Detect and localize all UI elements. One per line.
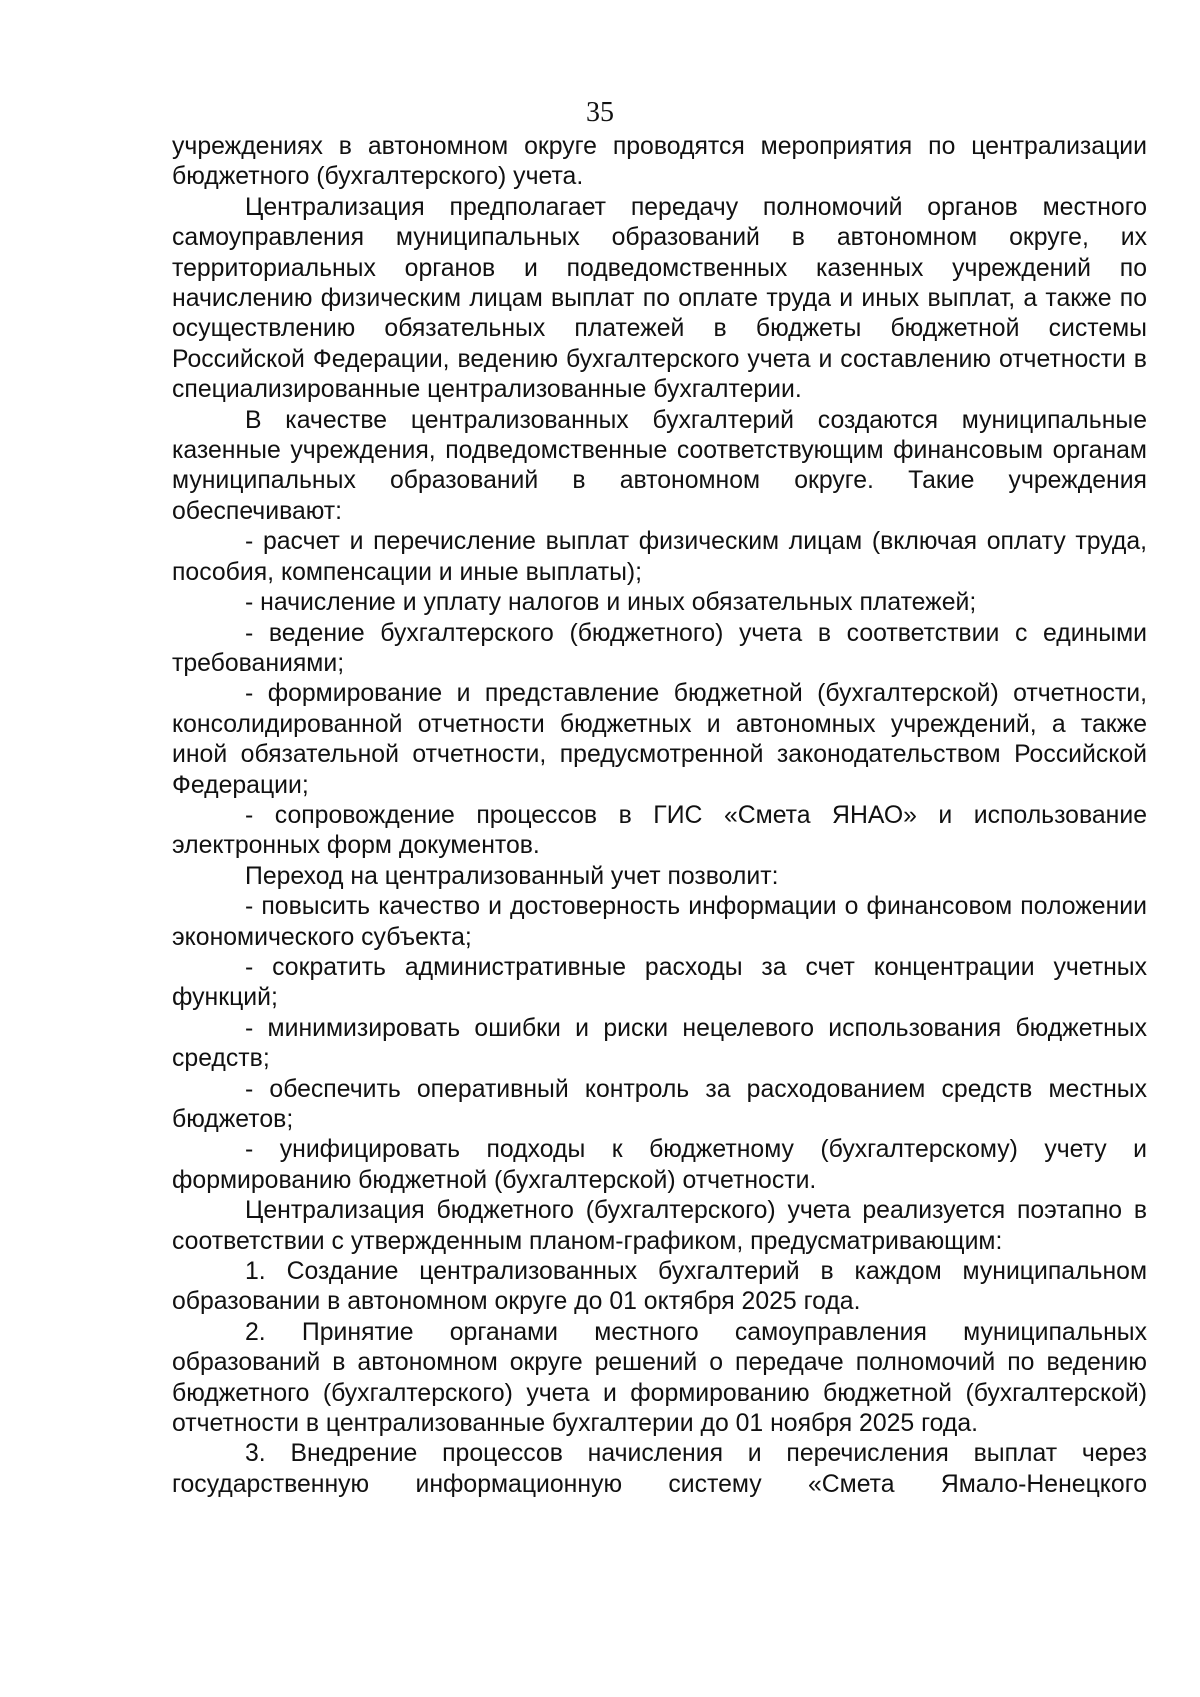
list-item-unification: - унифицировать подходы к бюджетному (бухгалтерскому) учету и формированию бюджетной (бухгалтерской) отчетности.: [172, 1136, 1147, 1194]
list-item-gis-support: - сопровождение процессов в ГИС «Смета ЯНАО» и использование электронных форм документов.: [172, 801, 1147, 860]
numbered-item-3: 3. Внедрение процессов начисления и перечисления выплат через государственную информационную систему «Смета Ямало-Ненецкого: [172, 1440, 1147, 1498]
paragraph-transition-benefits: Переход на централизованный учет позволит:: [245, 862, 779, 890]
paragraph-continuation: учреждениях в автономном округе проводятся мероприятия по централизации бюджетного (бухгалтерского) учета.: [172, 133, 1147, 191]
paragraph-centralized-accounting: В качестве централизованных бухгалтерий создаются муниципальные казенные учреждения, подведомственные соответствующим финансовым органам муниципальных образований в автономном округе. Такие учреждения обеспечивают:: [172, 406, 1147, 525]
list-item-accounting: - ведение бухгалтерского (бюджетного) учета в соответствии с едиными требованиями;: [172, 619, 1147, 677]
list-item-risks: - минимизировать ошибки и риски нецелевого использования бюджетных средств;: [172, 1014, 1147, 1073]
page-number: 35: [586, 97, 614, 128]
list-item-reporting: - формирование и представление бюджетной (бухгалтерской) отчетности, консолидированной отчетности бюджетных и автономных учреждений, а также иной обязательной отчетности, предусмотренной законодательством Российской Федерации;: [172, 680, 1147, 799]
list-item-payments: - расчет и перечисление выплат физическим лицам (включая оплату труда, пособия, компенсации и иные выплаты);: [172, 528, 1147, 586]
paragraph-stages: Централизация бюджетного (бухгалтерского) учета реализуется поэтапно в соответствии с утвержденным планом-графиком, предусматривающим:: [172, 1197, 1147, 1255]
list-item-quality: - повысить качество и достоверность информации о финансовом положении экономического субъекта;: [172, 893, 1147, 951]
document-body: [172, 132, 1147, 1500]
paragraph-centralization-description: Централизация предполагает передачу полномочий органов местного самоуправления муниципальных образований в автономном округе, их территориальных органов и подведомственных казенных учреждений по начислению физическим лицам выплат по оплате труда и иных выплат, а также по осуществлению обязательных платежей в бюджеты бюджетной системы Российской Федерации, ведению бухгалтерского учета и составлению отчетности в специализированные централизованные бухгалтерии.: [172, 193, 1147, 404]
numbered-item-1: 1. Создание централизованных бухгалтерий в каждом муниципальном образовании в автономном округе до 01 октября 2025 года.: [172, 1258, 1147, 1316]
list-item-control: - обеспечить оперативный контроль за расходованием средств местных бюджетов;: [172, 1075, 1147, 1133]
list-item-costs: - сократить административные расходы за счет концентрации учетных функций;: [172, 953, 1147, 1012]
list-item-taxes: - начисление и уплату налогов и иных обязательных платежей;: [245, 589, 977, 617]
numbered-item-2: 2. Принятие органами местного самоуправления муниципальных образований в автономном округе решений о передаче полномочий по ведению бюджетного (бухгалтерского) учета и формированию бюджетной (бухгалтерской) отчетности в централизованные бухгалтерии до 01 ноября 2025 года.: [172, 1318, 1147, 1438]
